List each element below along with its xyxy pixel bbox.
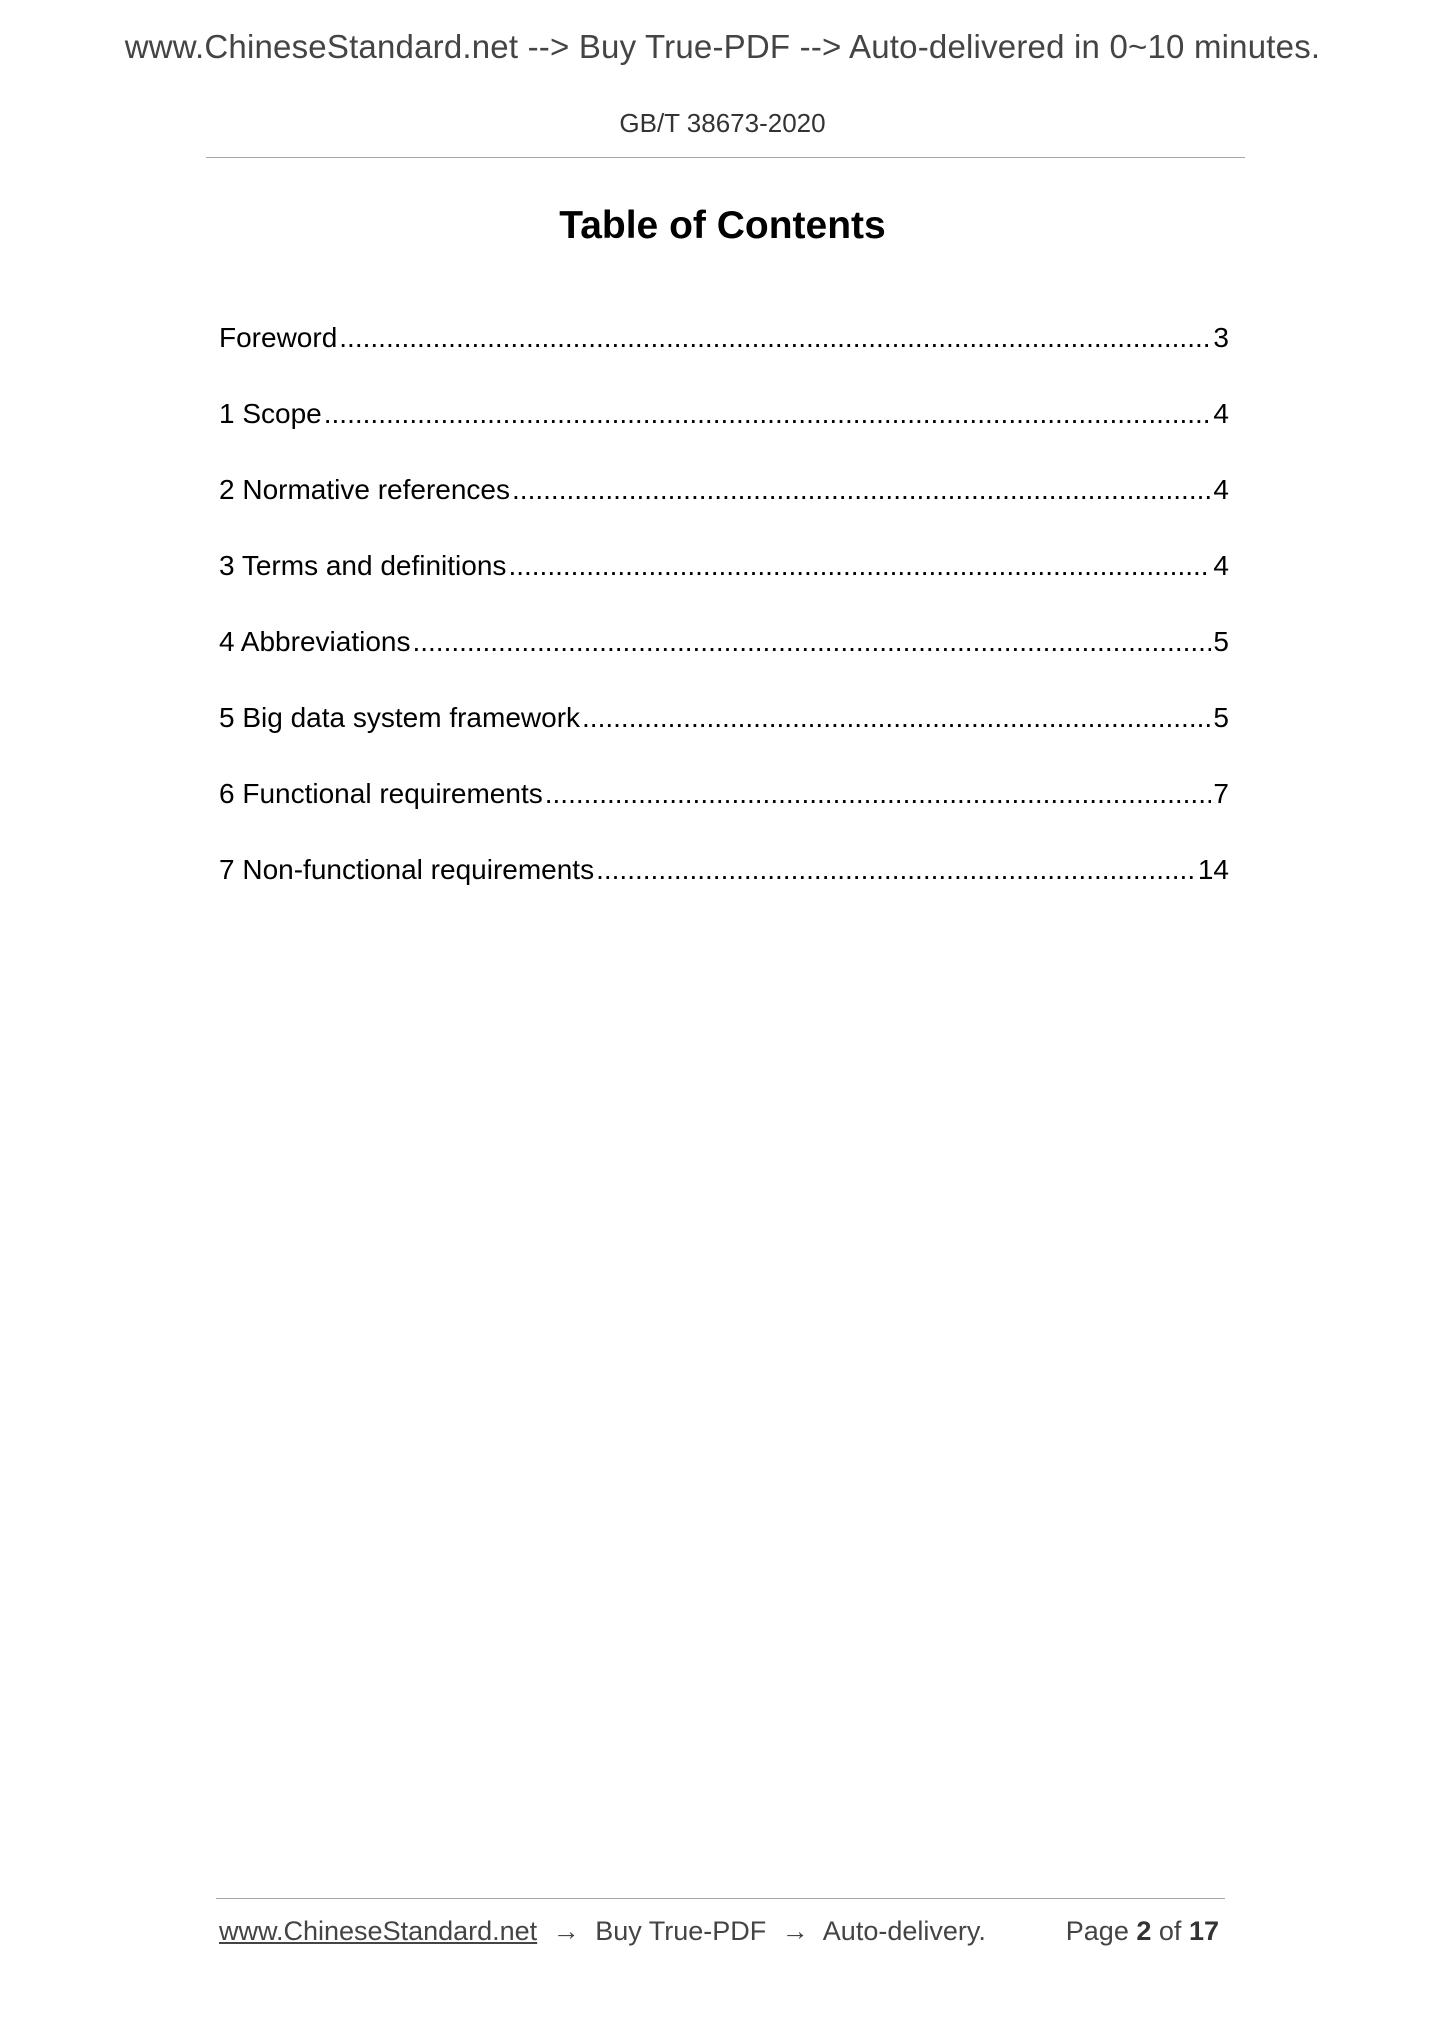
total-page-count: 17 [1188, 1916, 1219, 1946]
toc-entry-page: 5 [1213, 702, 1229, 733]
toc-entry-label: 5 Big data system framework [219, 702, 581, 733]
toc-entry-big-data-system-framework[interactable] [219, 702, 1229, 778]
toc-entry-normative-references[interactable] [219, 474, 1229, 550]
toc-entry-label: 3 Terms and definitions [219, 550, 507, 581]
page-footer [219, 1916, 1225, 1956]
toc-entry-label: 6 Functional requirements [219, 778, 543, 809]
page-title: Table of Contents [559, 204, 886, 247]
toc-entry-terms-and-definitions[interactable] [219, 550, 1229, 626]
page-word: Page [1065, 1916, 1129, 1946]
current-page-number: 2 [1136, 1916, 1152, 1946]
toc-entry-page: 4 [1213, 474, 1229, 505]
toc-dot-leader [596, 854, 1196, 886]
standard-code: GB/T 38673-2020 [619, 108, 826, 138]
toc-entry-foreword[interactable] [219, 322, 1229, 398]
toc-entry-page: 7 [1213, 778, 1229, 809]
footer-buy-text: Buy True-PDF [595, 1916, 767, 1946]
footer-delivery-text: Auto-delivery. [822, 1916, 986, 1946]
toc-dot-leader [512, 474, 1211, 506]
toc-dot-leader [324, 398, 1212, 430]
toc-entry-label: 2 Normative references [219, 474, 511, 505]
toc-entry-page: 4 [1213, 398, 1229, 429]
toc-dot-leader [582, 702, 1211, 734]
toc-dot-leader [339, 322, 1211, 354]
toc-entry-label: 7 Non-functional requirements [219, 854, 595, 885]
toc-entry-page: 3 [1213, 322, 1229, 353]
page-number [1066, 1916, 1219, 1947]
footer-divider [216, 1898, 1225, 1899]
toc-entry-page: 5 [1213, 626, 1229, 657]
toc-entry-page: 14 [1197, 854, 1229, 885]
footer-promo [219, 1916, 986, 1947]
toc-entry-label: Foreword [219, 322, 338, 353]
toc-entry-page: 4 [1213, 550, 1229, 581]
toc-entry-label: 1 Scope [219, 398, 322, 429]
toc-entry-scope[interactable] [219, 398, 1229, 474]
header-divider [206, 157, 1245, 158]
toc-entry-non-functional-requirements[interactable] [219, 854, 1229, 930]
table-of-contents [219, 322, 1229, 930]
toc-dot-leader [412, 626, 1211, 658]
top-banner: www.ChineseStandard.net --> Buy True-PDF --> Auto-delivered in 0~10 minutes. [124, 28, 1321, 65]
toc-entry-label: 4 Abbreviations [219, 626, 411, 657]
toc-dot-leader [545, 778, 1212, 810]
toc-entry-functional-requirements[interactable] [219, 778, 1229, 854]
footer-site-link[interactable]: www.ChineseStandard.net [219, 1916, 538, 1946]
of-word: of [1158, 1916, 1182, 1946]
arrow-right-icon: → [552, 1916, 580, 1946]
toc-dot-leader [508, 550, 1211, 582]
arrow-right-icon: → [781, 1916, 809, 1946]
toc-entry-abbreviations[interactable] [219, 626, 1229, 702]
